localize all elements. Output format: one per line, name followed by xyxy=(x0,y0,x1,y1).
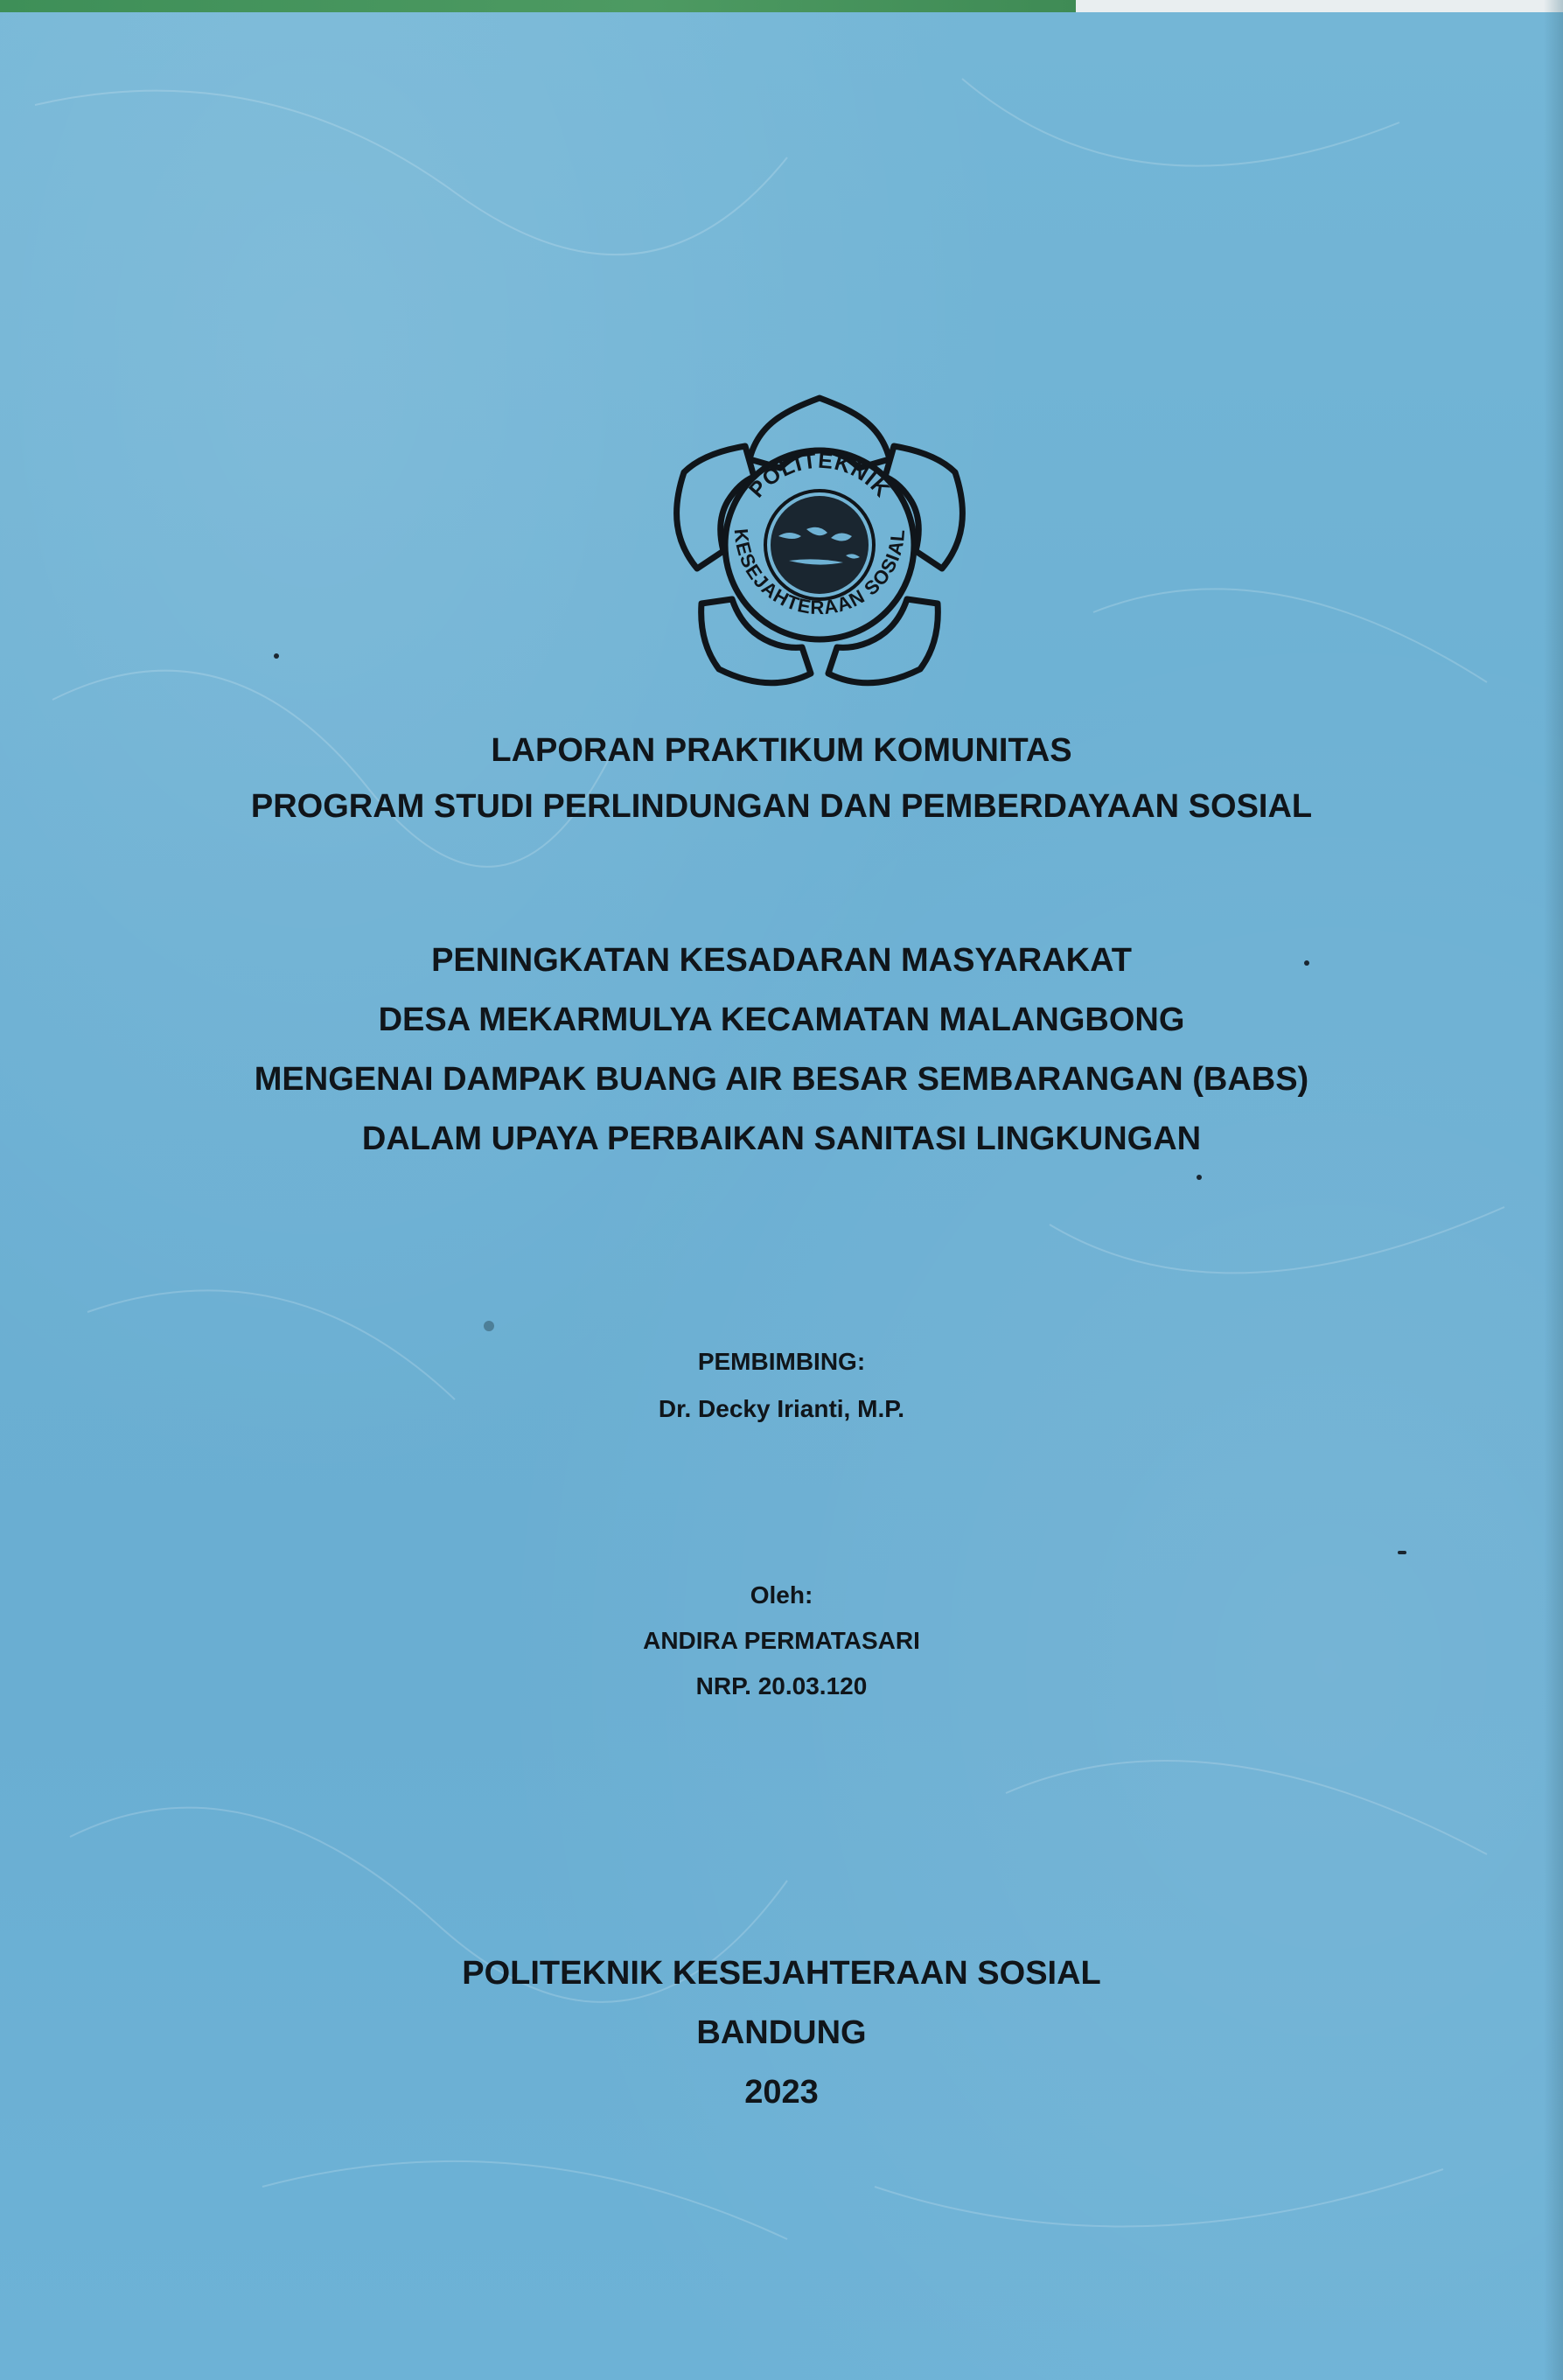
header-line-2: PROGRAM STUDI PERLINDUNGAN DAN PEMBERDAYAAN SOSIAL xyxy=(250,788,1313,825)
header-line-1: LAPORAN PRAKTIKUM KOMUNITAS xyxy=(491,732,1072,769)
institution-name: POLITEKNIK KESEJAHTERAAN SOSIAL xyxy=(462,1955,1101,1992)
publication-year: 2023 xyxy=(744,2074,819,2111)
institution-block xyxy=(0,1944,1563,2122)
svg-text:POLITEKNIK xyxy=(744,449,895,503)
speck xyxy=(274,653,279,659)
title-line-4: DALAM UPAYA PERBAIKAN SANITASI LINGKUNGAN xyxy=(361,1120,1202,1157)
supervisor-block xyxy=(0,1338,1563,1433)
politeknik-logo xyxy=(666,389,973,695)
report-title xyxy=(0,931,1563,1169)
supervisor-label: PEMBIMBING: xyxy=(697,1348,866,1375)
speck xyxy=(1398,1551,1406,1554)
title-line-2: DESA MEKARMULYA KECAMATAN MALANGBONG xyxy=(378,1002,1185,1038)
speck xyxy=(484,1321,494,1331)
author-label: Oleh: xyxy=(750,1581,813,1609)
title-line-3: MENGENAI DAMPAK BUANG AIR BESAR SEMBARANGAN (BABS) xyxy=(254,1061,1309,1098)
author-block xyxy=(0,1573,1563,1709)
title-line-1: PENINGKATAN KESADARAN MASYARAKAT xyxy=(431,942,1132,979)
logo-ring-top-text: POLITEKNIK xyxy=(743,448,895,503)
speck xyxy=(1304,960,1309,966)
speck xyxy=(1197,1175,1202,1180)
report-header xyxy=(0,722,1563,834)
institution-city: BANDUNG xyxy=(696,2014,867,2051)
author-name: ANDIRA PERMATASARI xyxy=(643,1627,920,1654)
author-nrp: NRP. 20.03.120 xyxy=(695,1672,868,1700)
logo-ring-bottom-text: KESEJAHTERAAN SOSIAL xyxy=(729,527,910,619)
supervisor-name: Dr. Decky Irianti, M.P. xyxy=(658,1395,905,1422)
